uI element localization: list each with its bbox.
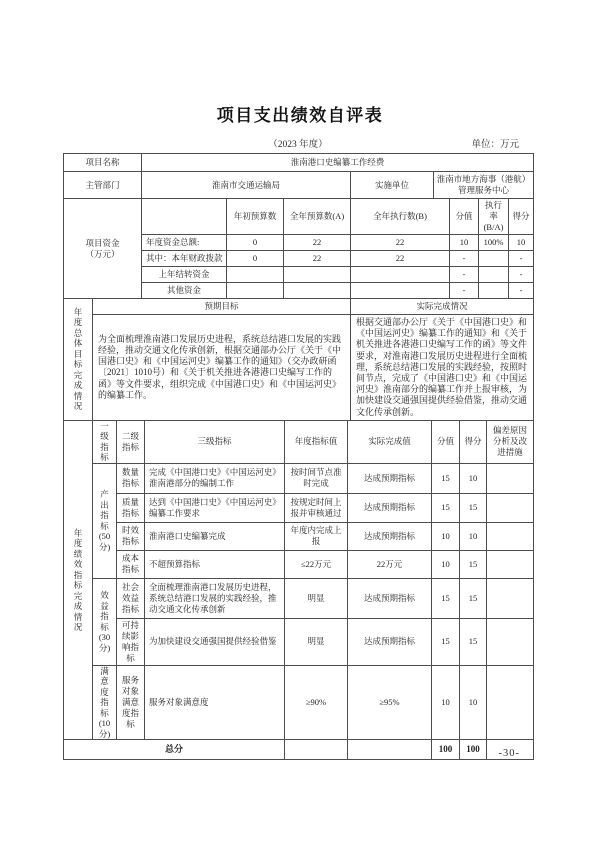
header-level2: 二级指标: [117, 420, 145, 463]
funds-cell: 0: [227, 235, 284, 251]
project-info-table: [63, 153, 534, 199]
score-max-cell: 10: [432, 522, 460, 550]
level3-cell: 为加快建设交通强国提供经验借鉴: [145, 618, 285, 665]
score-max-cell: 15: [432, 578, 460, 618]
score-cell: 15: [460, 618, 487, 665]
header-score-max: 分值: [432, 420, 460, 463]
score-max-cell: 10: [432, 550, 460, 578]
funds-cell: -: [509, 283, 534, 299]
funds-table: [63, 198, 534, 299]
score-max-cell: 15: [432, 463, 460, 493]
score-max-cell: 15: [432, 493, 460, 522]
project-name-label: 项目名称: [64, 154, 142, 172]
funds-header-score-max: 分值: [450, 199, 479, 235]
group-satisfaction-label: 满意度指标(10分): [93, 665, 117, 740]
target-cell: 明显: [285, 578, 348, 618]
target-cell: 按规定时间上报并审核通过: [285, 493, 348, 522]
annual-goal-side-label: 年度总体目标完成情况: [64, 299, 93, 421]
department-label: 主管部门: [64, 172, 142, 199]
funds-row-label: 其他资金: [142, 283, 227, 299]
page-number: -30-: [498, 748, 520, 759]
indicator-row-social-benefit: [64, 578, 534, 618]
actual-cell: ≥95%: [348, 665, 432, 740]
level2-cell: 数量指标: [117, 463, 145, 493]
funds-row-label: 上年结转资金: [142, 267, 227, 283]
funds-cell: 10: [509, 235, 534, 251]
total-actual-blank: [348, 740, 432, 760]
score-cell: 15: [460, 550, 487, 578]
actual-cell: 达成预期指标: [348, 578, 432, 618]
funds-cell: [351, 283, 450, 299]
funds-cell: 0: [227, 251, 284, 267]
actual-cell: 达成预期指标: [348, 522, 432, 550]
total-score-max: 100: [432, 740, 460, 760]
score-max-cell: 15: [432, 618, 460, 665]
total-target-blank: [285, 740, 348, 760]
level3-cell: 淮南港口史编纂完成: [145, 522, 285, 550]
funds-cell: [227, 267, 284, 283]
funds-header-annual-budget: 全年预算数(A): [284, 199, 351, 235]
header-deviation: 偏差原因分析及改进措施: [487, 420, 534, 463]
indicators-side-label: 年度绩效指标完成情况: [64, 420, 93, 740]
deviation-cell: [487, 550, 534, 578]
project-name-value: 淮南港口史编纂工作经费: [142, 154, 534, 172]
target-cell: 明显: [285, 618, 348, 665]
implement-unit-label: 实施单位: [351, 172, 434, 199]
funds-cell: 22: [351, 251, 450, 267]
annual-goal-table: [63, 298, 534, 421]
funds-header-initial-budget: 年初预算数: [227, 199, 284, 235]
unit-note: 单位：万元: [471, 140, 519, 150]
funds-cell: -: [450, 251, 479, 267]
group-output-label: 产出指标(50分): [93, 463, 117, 578]
actual-cell: 达成预期指标: [348, 463, 432, 493]
indicator-row-quantity: [64, 463, 534, 493]
funds-header-executed: 全年执行数(B): [351, 199, 450, 235]
subtitle-row: [63, 136, 533, 149]
evaluation-table: [63, 153, 533, 760]
funds-header-exec-rate: 执行率(B/A): [479, 199, 509, 235]
level3-cell: 全面梳理淮南港口发展历史进程，系统总结港口发展的实践经验，推动交通文化传承创新: [145, 578, 285, 618]
indicator-row-timeliness: [64, 522, 534, 550]
actual-completion-text: 根据交通部办公厅《关于《中国港口史》和《中国运河史》编纂工作的通知》和《关于机关推进各港港口史编写工作的函》等文件要求，对淮南港口发展历史进程进行全面梳理，系统总结港口发展的实践经验，按照时间节点，完成了《中国港口史》和《中国运河史》淮南部分的编纂工作并上报审核，为加快建设交通强国提供经验借鉴，推动交通文化传承创新。: [351, 315, 534, 421]
indicator-row-satisfaction: [64, 665, 534, 740]
score-cell: 15: [460, 578, 487, 618]
funds-cell: -: [450, 283, 479, 299]
indicator-row-cost: [64, 550, 534, 578]
indicator-row-sustainability: [64, 618, 534, 665]
funds-cell: 22: [284, 235, 351, 251]
funds-cell: [479, 283, 509, 299]
level2-cell: 质量指标: [117, 493, 145, 522]
score-cell: 10: [460, 463, 487, 493]
department-value: 淮南市交通运输局: [142, 172, 351, 199]
indicator-row-quality: [64, 493, 534, 522]
level2-cell: 可持续影响指标: [117, 618, 145, 665]
funds-cell: -: [450, 267, 479, 283]
implement-unit-value: 淮南市地方海事（港航）管理服务中心: [434, 172, 534, 199]
target-cell: 年度内完成上报: [285, 522, 348, 550]
expected-goal-header: 预期目标: [93, 299, 351, 315]
level3-cell: 完成《中国港口史》《中国运河史》淮南港部分的编制工作: [145, 463, 285, 493]
funds-cell: [284, 283, 351, 299]
score-cell: 15: [460, 493, 487, 522]
score-max-cell: 10: [432, 665, 460, 740]
funds-cell: 22: [284, 251, 351, 267]
deviation-cell: [487, 522, 534, 550]
level2-cell: 服务对象满意度指标: [117, 665, 145, 740]
page-title: 项目支出绩效自评表: [216, 106, 384, 125]
header-level1: 一级指标: [93, 420, 117, 463]
funds-label: 项目资金（万元）: [64, 199, 142, 299]
header-level3: 三级指标: [145, 420, 285, 463]
year-subtitle: （2023 年度）: [268, 140, 328, 150]
funds-row-label: 年度资金总额:: [142, 235, 227, 251]
funds-cell: [351, 267, 450, 283]
actual-cell: 22万元: [348, 550, 432, 578]
header-actual-value: 实际完成值: [348, 420, 432, 463]
score-cell: 10: [460, 665, 487, 740]
funds-row-label: 其中：本年财政拨款: [142, 251, 227, 267]
level3-cell: 服务对象满意度: [145, 665, 285, 740]
actual-completion-header: 实际完成情况: [351, 299, 534, 315]
header-target-value: 年度指标值: [285, 420, 348, 463]
header-score: 得分: [460, 420, 487, 463]
level2-cell: 社会效益指标: [117, 578, 145, 618]
funds-cell: [227, 283, 284, 299]
target-cell: ≤22万元: [285, 550, 348, 578]
indicators-table: [63, 420, 534, 761]
funds-cell: [479, 251, 509, 267]
score-cell: 10: [460, 522, 487, 550]
deviation-cell: [487, 463, 534, 493]
deviation-cell: [487, 578, 534, 618]
level3-cell: 达到《中国港口史》《中国运河史》编纂工作要求: [145, 493, 285, 522]
actual-cell: 达成预期指标: [348, 618, 432, 665]
funds-blank-cell: [142, 199, 227, 235]
level2-cell: 成本指标: [117, 550, 145, 578]
level3-cell: 不超预算指标: [145, 550, 285, 578]
funds-cell: 100%: [479, 235, 509, 251]
funds-cell: -: [509, 251, 534, 267]
level2-cell: 时效指标: [117, 522, 145, 550]
total-score: 100: [460, 740, 487, 760]
total-row: [64, 740, 534, 760]
funds-cell: -: [509, 267, 534, 283]
actual-cell: 达成预期指标: [348, 493, 432, 522]
deviation-cell: [487, 618, 534, 665]
target-cell: 按时间节点准时完成: [285, 463, 348, 493]
expected-goal-text: 为全面梳理淮南港口发展历史进程，系统总结港口发展的实践经验，推动交通文化传承创新，根据交通部办公厅《关于《中国港口史》和《中国运河史》编纂工作的通知》（交办政研函〔2021〕1010号）和《关于机关推进各港港口史编写工作的函》等文件要求，组织完成《中国港口史》和《中国运河史》的编纂工作。: [93, 315, 351, 421]
funds-cell: [284, 267, 351, 283]
target-cell: ≥90%: [285, 665, 348, 740]
funds-cell: [479, 267, 509, 283]
funds-header-score: 得分: [509, 199, 534, 235]
funds-cell: 10: [450, 235, 479, 251]
total-label: 总分: [64, 740, 285, 760]
funds-cell: 22: [351, 235, 450, 251]
deviation-cell: [487, 665, 534, 740]
group-benefit-label: 效益指标(30分): [93, 578, 117, 665]
deviation-cell: [487, 493, 534, 522]
